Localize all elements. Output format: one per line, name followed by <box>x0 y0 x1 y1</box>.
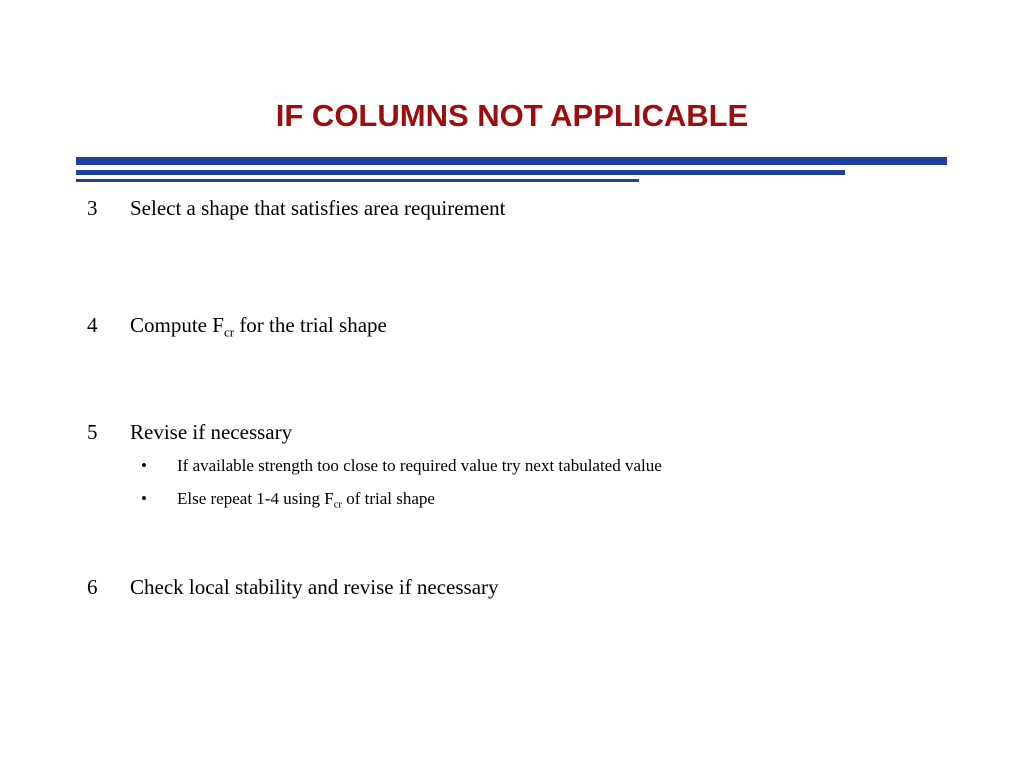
step-text: Check local stability and revise if necessary <box>130 575 499 599</box>
bullet-icon: • <box>141 489 147 508</box>
header-rule-middle <box>76 170 845 175</box>
sub-item-text <box>177 488 435 510</box>
step-number: 5 <box>87 420 98 444</box>
step-text <box>130 312 387 338</box>
slide-title: IF COLUMNS NOT APPLICABLE <box>275 98 749 133</box>
sub-item-text-before: Else repeat 1-4 using F <box>177 489 334 508</box>
sub-item-text: If available strength too close to required value try next tabulated value <box>177 456 662 475</box>
step-number: 3 <box>87 196 98 220</box>
fcr-subscript: cr <box>223 324 235 340</box>
step-text: Revise if necessary <box>130 420 293 444</box>
step-text-before: Compute F <box>130 313 224 337</box>
step-text: Select a shape that satisfies area requirement <box>130 196 506 220</box>
bullet-icon: • <box>141 456 147 475</box>
fcr-subscript: cr <box>333 499 342 511</box>
header-rule-bottom <box>76 179 639 182</box>
step-number: 4 <box>87 313 98 337</box>
step-number: 6 <box>87 575 98 599</box>
header-rule-top <box>76 157 947 165</box>
sub-item-text-after: of trial shape <box>341 489 435 508</box>
step-text-after: for the trial shape <box>234 313 387 337</box>
